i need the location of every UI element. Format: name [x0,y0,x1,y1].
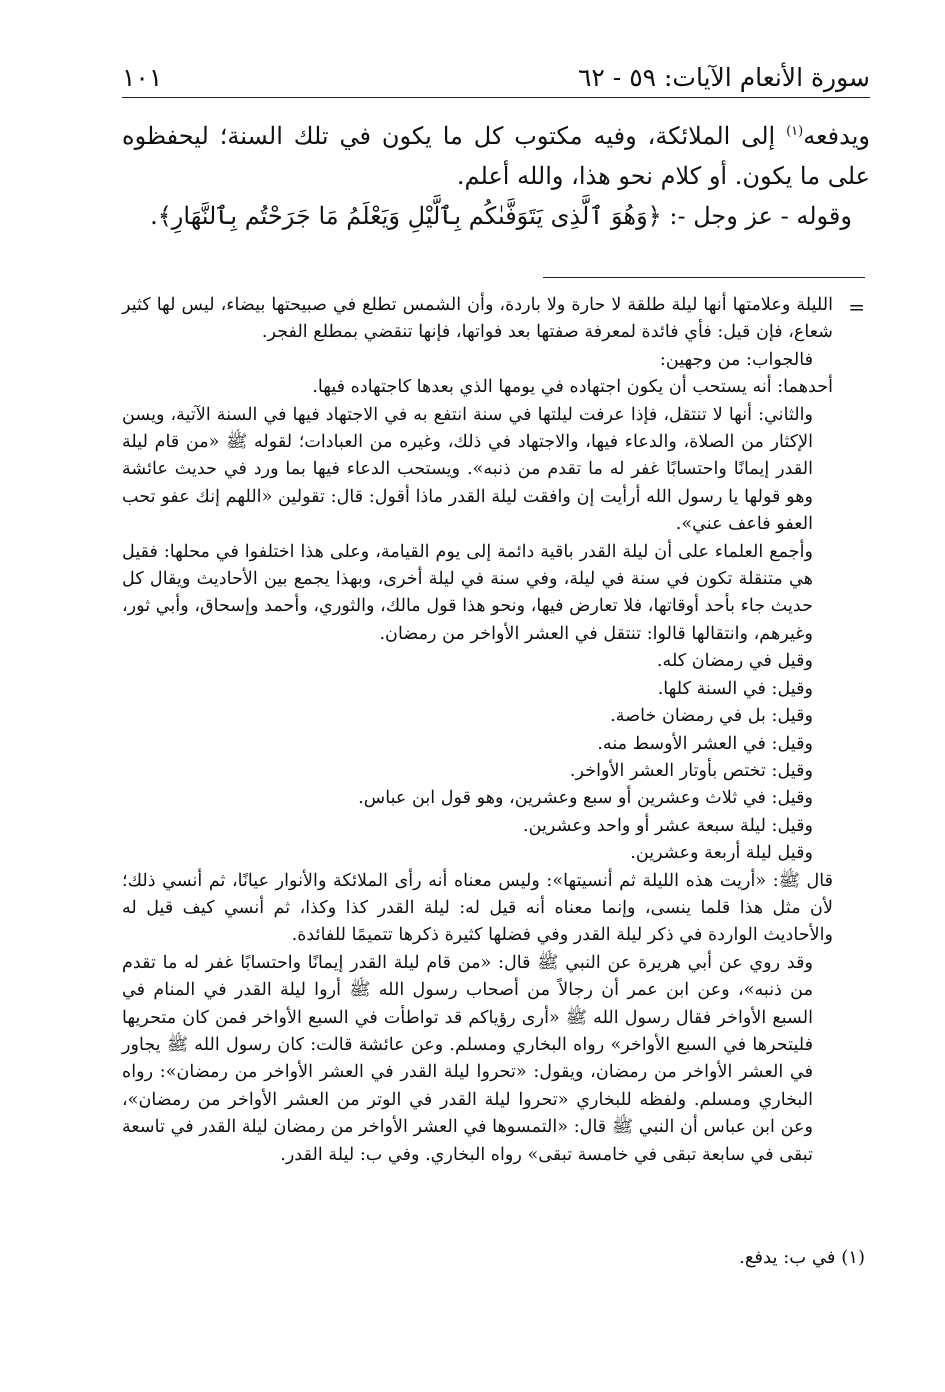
header-rule [122,97,870,98]
note-paragraph: وقيل: في السنة كلها. [657,678,813,699]
note-paragraph: وقيل: في العشر الأوسط منه. [597,733,813,754]
note-paragraph: وأجمع العلماء على أن ليلة القدر باقية دائمة إلى يوم القيامة، وعلى هذا اختلفوا في محلها: فقيل هي متنقلة تكون في سنة في ليلة، وفي سنة في ليلة أخرى، وبهذا يجمع بين الأحاديث ويقال كل حديث جاء بأحد أوقاتها، فلا تعارض فيها، ونحو هذا قول مالك، والثوري، وأحمد وإسحاق، وأبي ثور، وغيرهم، وانتقالها قالوا: تنتقل في العشر الأواخر من رمضان. [122,541,813,644]
running-title: سورة الأنعام الآيات: ٥٩ - ٦٢ [578,63,870,92]
note-paragraph: فالجواب: من وجهين: [659,349,813,370]
commentary-notes [122,292,833,1169]
continuation-mark: = [848,295,865,319]
footnote-number: (١) [841,1247,865,1268]
note-paragraph: قال ﷺ: «أريت هذه الليلة ثم أنسيتها»: وليس معناه أنه رأى الملائكة والأنوار عيانًا، ثم أنسي ذلك؛ لأن مثل هذا قلما ينسى، وإنما معناه أنه قيل له: ليلة القدر كذا وكذا، ثم أنسي كيف قيل له والأحاديث الواردة في ذكر ليلة القدر وفي فضلها كثيرة ذكرها تتميمًا للفائدة. [122,870,833,946]
main-paragraph-1 [122,112,870,196]
note-paragraph: وقيل في رمضان كله. [656,651,813,672]
note-paragraph: الليلة وعلامتها أنها ليلة طلقة لا حارة ولا باردة، وأن الشمس تطلع في صبيحتها بيضاء، ليس لها كثير شعاع، فإن قيل: فأي فائدة لمعرفة صفتها بعد فواتها، فإنها تنقضي بمطلع الفجر. [122,295,833,343]
note-paragraph: وقيل: ليلة سبعة عشر أو واحد وعشرين. [523,815,813,836]
footnote [122,1244,865,1272]
page-number: ١٠١ [122,63,163,92]
note-paragraph: أحدهما: أنه يستحب أن يكون اجتهاده في يومها الذي بعدها كاجتهاده فيها. [312,377,833,398]
note-paragraph: وقيل: بل في رمضان خاصة. [610,706,813,727]
verse-intro: وقوله - عز وجل -: [661,202,852,230]
footnote-separator [543,277,865,278]
main-text [122,112,870,236]
note-paragraph: وقيل: في ثلاث وعشرين أو سبع وعشرين، وهو قول ابن عباس. [358,788,813,809]
verse-end: . [150,202,158,230]
footnote-ref[interactable]: (١) [786,124,804,139]
main-text-start: ويدفعه [803,122,870,150]
quran-verse: ﴿وَهُوَ ٱلَّذِى يَتَوَفَّىٰكُم بِٱلَّيْلِ وَيَعْلَمُ مَا جَرَحْتُم بِٱلنَّهَارِ﴾ [157,202,662,230]
note-paragraph: وقد روي عن أبي هريرة عن النبي ﷺ قال: «من قام ليلة القدر إيمانًا واحتسابًا غفر له ما تقدم من ذنبه»، وعن ابن عمر أن رجالاً من أصحاب رسول الله ﷺ أروا ليلة القدر في المنام في السبع الأواخر فقال رسول الله ﷺ «أرى رؤياكم قد تواطأت في السبع الأواخر فمن كان متحريها فليتحرها في السبع الأواخر» رواه البخاري ومسلم. وعن عائشة قالت: كان رسول الله ﷺ يجاور في العشر الأواخر من رمضان، ويقول: «تحروا ليلة القدر في العشر الأواخر من رمضان»: رواه البخاري ومسلم. ولفظه للبخاري «تحروا ليلة القدر في الوتر من العشر الأواخر من رمضان»، وعن ابن عباس أن النبي ﷺ قال: «التمسوها في العشر الأواخر من رمضان ليلة القدر في تاسعة تبقى في سابعة تبقى في خامسة تبقى» رواه البخاري. وفي ب: ليلة القدر. [122,952,813,1165]
main-paragraph-2 [122,196,870,236]
page-header [122,52,870,92]
note-paragraph: وقيل ليلة أربعة وعشرين. [630,843,813,864]
footnote-text: في ب: يدفع. [739,1247,842,1268]
note-paragraph: والثاني: أنها لا تنتقل، فإذا عرفت ليلتها في سنة انتفع به في الاجتهاد فيها في السنة الآتية، ويسن الإكثار من الصلاة، والدعاء فيها، والاجتهاد في ذلك، وغيره من العبادات؛ لقوله ﷺ «من قام ليلة القدر إيمانًا واحتسابًا غفر له ما تقدم من ذنبه». ويستحب الدعاء فيها بما ورد في حديث عائشة وهو قولها يا رسول الله أرأيت إن وافقت ليلة القدر ماذا أقول: قال: تقولين «اللهم إنك عفو تحب العفو فاعف عني». [122,404,813,535]
note-paragraph: وقيل: تختص بأوتار العشر الأواخر. [569,760,813,781]
main-text-rest: إلى الملائكة، وفيه مكتوب كل ما يكون في تلك السنة؛ ليحفظوه على ما يكون. أو كلام نحو هذا، والله أعلم. [122,122,870,190]
